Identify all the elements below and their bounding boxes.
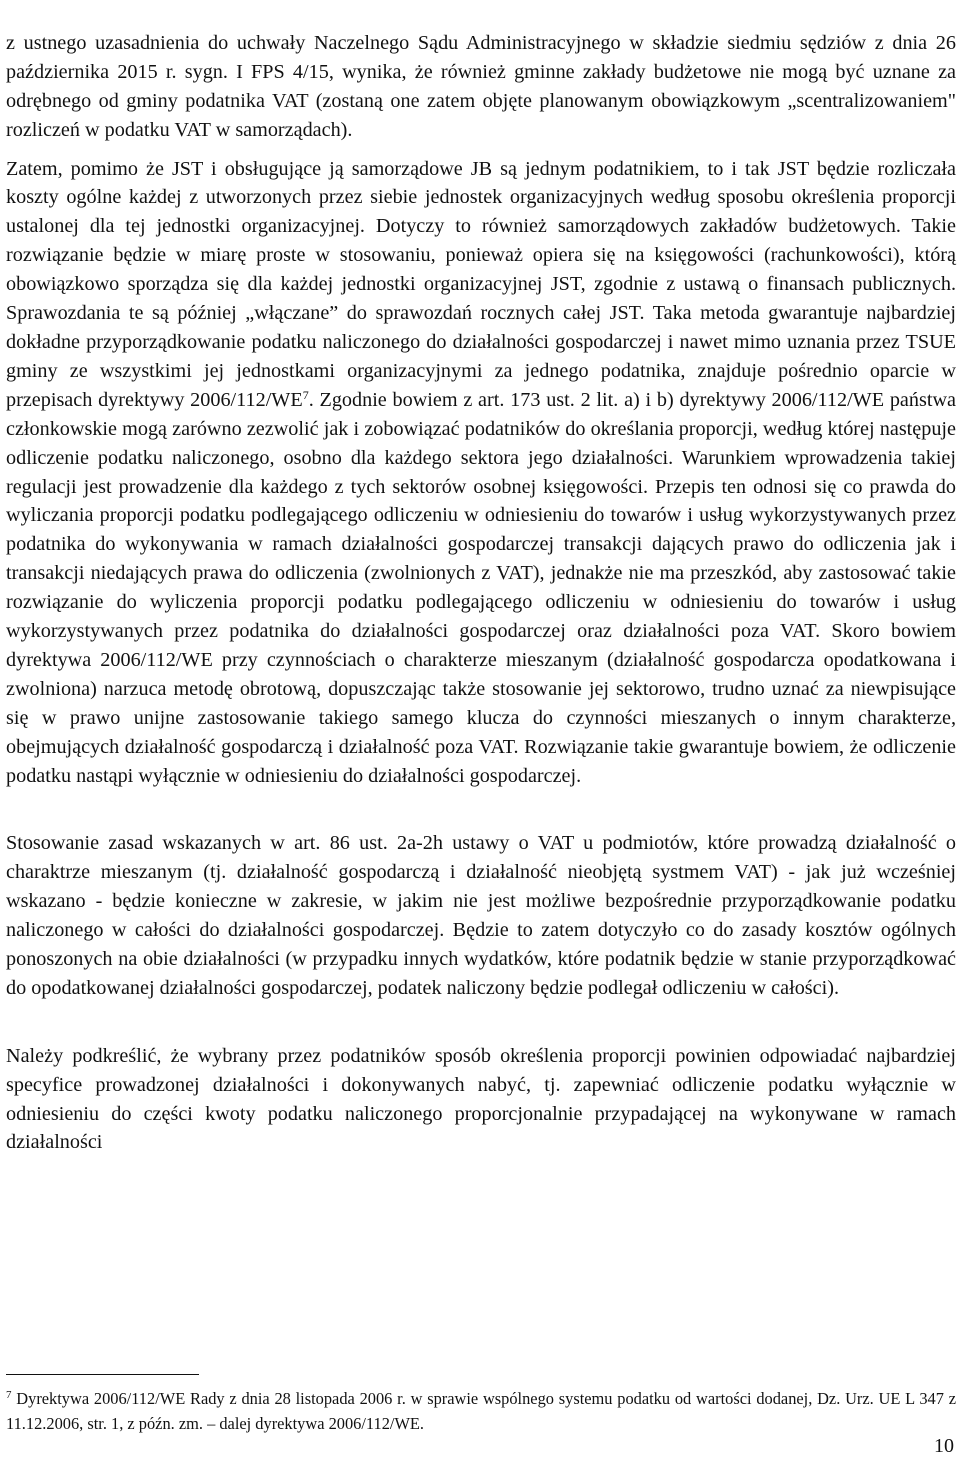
paragraph-1 [6,0,956,145]
paragraph-3-text: Stosowanie zasad wskazanych w art. 86 ust. 2a-2h ustawy o VAT u podmiotów, które prowadzą działalność o charaktrze mieszanym (tj. działalność gospodarczą i działalność nieobjętą systmem VAT) - jak już wcześniej wskazano - będzie konieczne w zakresie, w jakim nie jest możliwe bezpośrednie przyporządkowanie podatku naliczonego w całości do działalności gospodarczej. Będzie to zatem dotyczyło co do zasady kosztów ogólnych ponoszonych na obie działalności (w przypadku innych wydatków, które podatnik będzie w stanie przyporządkować do opodatkowanej działalności gospodarczej, podatek naliczony będzie podlegał odliczeniu w całości). [6,832,956,999]
footnote-marker: 7 [6,1388,12,1401]
paragraph-3 [6,800,956,1002]
paragraph-1-text: z ustnego uzasadnienia do uchwały Naczelnego Sądu Administracyjnego w składzie siedmiu sędziów z dnia 26 października 2015 r. sygn. I FPS 4/15, wynika, że również gminne zakłady budżetowe nie mogą być uznane za odrębnego od gminy podatnika VAT (zostaną one zatem objęte planowanym obowiązkowym „scentralizowaniem" rozliczeń w podatku VAT w samorządach). [6,31,956,141]
footnote [6,1386,956,1436]
footnote-separator [6,1374,199,1375]
footnote-text: Dyrektywa 2006/112/WE Rady z dnia 28 listopada 2006 r. w sprawie wspólnego systemu podatku od wartości dodanej, Dz. Urz. UE L 347 z 11.12.2006, str. 1, z późn. zm. – dalej dyrektywa 2006/112/WE. [6,1389,956,1433]
footnote-reference-7[interactable]: 7 [302,387,309,402]
paragraph-2 [6,155,956,791]
paragraph-2-text-b: . Zgodnie bowiem z art. 173 ust. 2 lit. a) i b) dyrektywy 2006/112/WE państwa członkowskie mogą zarówno zezwolić jak i zobowiązać podatników do określania proporcji, według której następuje odliczenie podatku naliczonego, osobno dla każdego sektora jego działalności. Warunkiem wprowadzenia takiej regulacji jest prowadzenie dla każdego z tych sektorów osobnej księgowości. Przepis ten odnosi się co prawda do wyliczania proporcji podatku podlegającego odliczeniu w odniesieniu do towarów i usług wykorzystywanych przez podatnika do wykonywania w ramach działalności gospodarczej transakcji dających prawo do odliczenia jak i transakcji niedających prawa do odliczenia (zwolnionych z VAT), jednakże nie ma przeszkód, aby zastosować takie rozwiązanie do wyliczenia proporcji podatku podlegającego odliczeniu w odniesieniu do towarów i usług wykorzystywanych przez podatnika do działalności gospodarczej oraz działalności poza VAT. Skoro bowiem dyrektywa 2006/112/WE przy czynnościach o charakterze mieszanym (działalność gospodarcza opodatkowana i zwolniona) narzuca metodę obrotową, dopuszczając także stosowanie jej sektorowo, trudno uznać za niewpisujące się w prawo unijne zastosowanie takiego samego klucza do czynności mieszanych o innym charakterze, obejmujących działalność gospodarczą i działalność poza VAT. Rozwiązanie takie gwarantuje bowiem, że odliczenie podatku nastąpi wyłącznie w odniesieniu do działalności gospodarczej. [6,388,956,787]
paragraph-4 [6,1013,956,1158]
paragraph-2-text-a: Zatem, pomimo że JST i obsługujące ją samorządowe JB są jednym podatnikiem, to i tak JST będzie rozliczała koszty ogólne każdej z utworzonych przez siebie jednostek organizacyjnych według sposobu określenia proporcji ustalonej dla tej jednostki organizacyjnej. Dotyczy to również samorządowych zakładów budżetowych. Takie rozwiązanie będzie w miarę proste w stosowaniu, ponieważ opiera się na księgowości (rachunkowości), którą obowiązkowo sporządza się dla każdej jednostki organizacyjnej JST, zgodnie z ustawą o finansach publicznych. Sprawozdania te są później „włączane” do sprawozdań rocznych całej JST. Taka metoda gwarantuje najbardziej dokładne przyporządkowanie podatku naliczonego do działalności gospodarczej i nawet mimo uznania przez TSUE gminy ze wszystkimi jej jednostkami organizacyjnymi za jednego podatnika, znajduje pośrednio oparcie w przepisach dyrektywy 2006/112/WE [6,157,956,411]
document-page [6,0,956,1157]
page-number: 10 [934,1435,954,1457]
paragraph-4-text: Należy podkreślić, że wybrany przez podatników sposób określenia proporcji powinien odpowiadać najbardziej specyfice prowadzonej działalności i dokonywanych nabyć, tj. zapewniać odliczenie podatku wyłącznie w odniesieniu do części kwoty podatku naliczonego proporcjonalnie przypadającej na wykonywane w ramach działalności [6,1044,956,1154]
